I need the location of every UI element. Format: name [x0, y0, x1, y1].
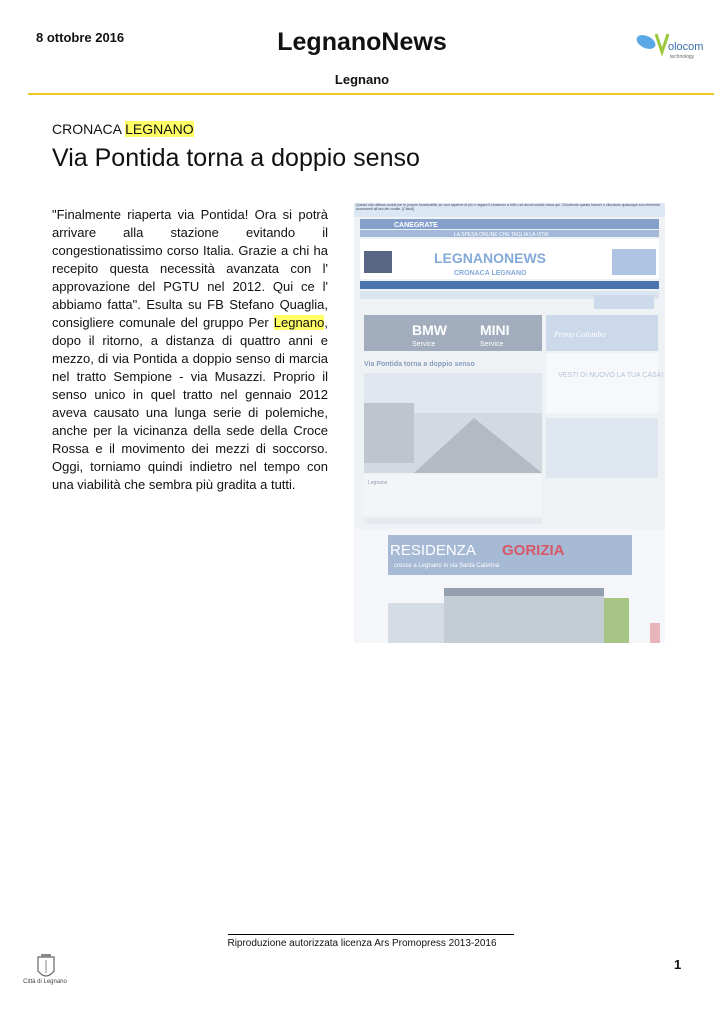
footer-rule: [228, 934, 514, 935]
section-name: Legnano: [334, 72, 390, 87]
website-screenshot: Questo sito utilizza cookie per le proprie funzionalità, se vuoi saperne di più o negare il consenso a tutti o ad alcuni cookie clicca qui. Chiudendo questo banner o cliccando qualunque suo elemento acconsenti all'uso dei cookie. [Chiudi] CANEGRATE LA SPESA ONLINE CHE TAGLIA LA VITA! LEGNANONEWS CRONACA LEGNANO BMW MINI Service Service Primo Colombo VESTI DI NUOVO LA TUA CASA! Via Pontida torna a doppio senso Legnano RESIDENZA GORIZIA cresce a Legnano in via Santa Caterina: [354, 203, 665, 643]
svg-text:Legnano: Legnano: [368, 480, 388, 486]
volocom-logo: [634, 28, 714, 62]
article-date: 8 ottobre 2016: [36, 30, 125, 45]
category: CRONACA: [52, 121, 122, 137]
license-note: Riproduzione autorizzata licenza Ars Promopress 2013-2016: [227, 938, 497, 949]
svg-text:LA SPESA ONLINE CHE TAGLIA LA: LA SPESA ONLINE CHE TAGLIA LA VITA!: [454, 232, 549, 238]
svg-text:BMW: BMW: [412, 322, 447, 338]
article-body: "Finalmente riaperta via Pontida! Ora si potrà arrivare alla stazione evitando il congestionatissimo corso Italia. Grazie a chi ha recepito questa necessità avanzata con l' approvazione del PGTU nel 2012. Qui ce l' abbiamo fatta". Esulta su FB Stefano Quaglia, consigliere comunale del gruppo Per Legnano, dopo il ritorno, a distanza di quattro anni e mezzo, di via Pontida a doppio senso di marcia nel tratto Sempione - via Musazzi. Proprio il senso unico in quel tratto nel gennaio 2012 aveva causato una lunga serie di polemiche, anche per la vicinanza della sede della Croce Rossa e il movimento dei mezzi di soccorso. Oggi, torniamo quindi indietro nel tempo con una viabilità che sembra più gradita a tutti.: [52, 207, 328, 492]
svg-text:cresce a Legnano in via Santa: cresce a Legnano in via Santa Caterina: [394, 563, 500, 569]
svg-text:Primo Colombo: Primo Colombo: [554, 330, 606, 339]
newspaper-title: LegnanoNews: [277, 28, 447, 56]
page-number: 1: [674, 957, 682, 972]
crest-label: Città di Legnano: [23, 979, 67, 985]
svg-text:olocom: olocom: [668, 41, 704, 53]
category-place: LEGNANO: [125, 121, 194, 137]
svg-text:MINI: MINI: [480, 322, 510, 338]
svg-text:technology: technology: [670, 54, 695, 60]
svg-text:CANEGRATE: CANEGRATE: [394, 222, 438, 229]
svg-text:CRONACA LEGNANO: CRONACA LEGNANO: [454, 270, 527, 277]
svg-text:LEGNANONEWS: LEGNANONEWS: [434, 250, 546, 266]
article-kicker: [52, 121, 194, 137]
svg-text:GORIZIA: GORIZIA: [502, 542, 565, 559]
svg-text:VESTI DI NUOVO LA TUA CASA!: VESTI DI NUOVO LA TUA CASA!: [558, 372, 664, 379]
svg-text:RESIDENZA: RESIDENZA: [390, 542, 476, 559]
svg-text:Service: Service: [480, 341, 504, 348]
svg-text:Via Pontida torna a doppio sen: Via Pontida torna a doppio senso: [364, 361, 475, 368]
svg-text:Service: Service: [412, 341, 436, 348]
article-headline: Via Pontida torna a doppio senso: [52, 144, 420, 172]
highlight-legnano: Legnano: [273, 315, 325, 330]
header-rule: [28, 93, 714, 95]
